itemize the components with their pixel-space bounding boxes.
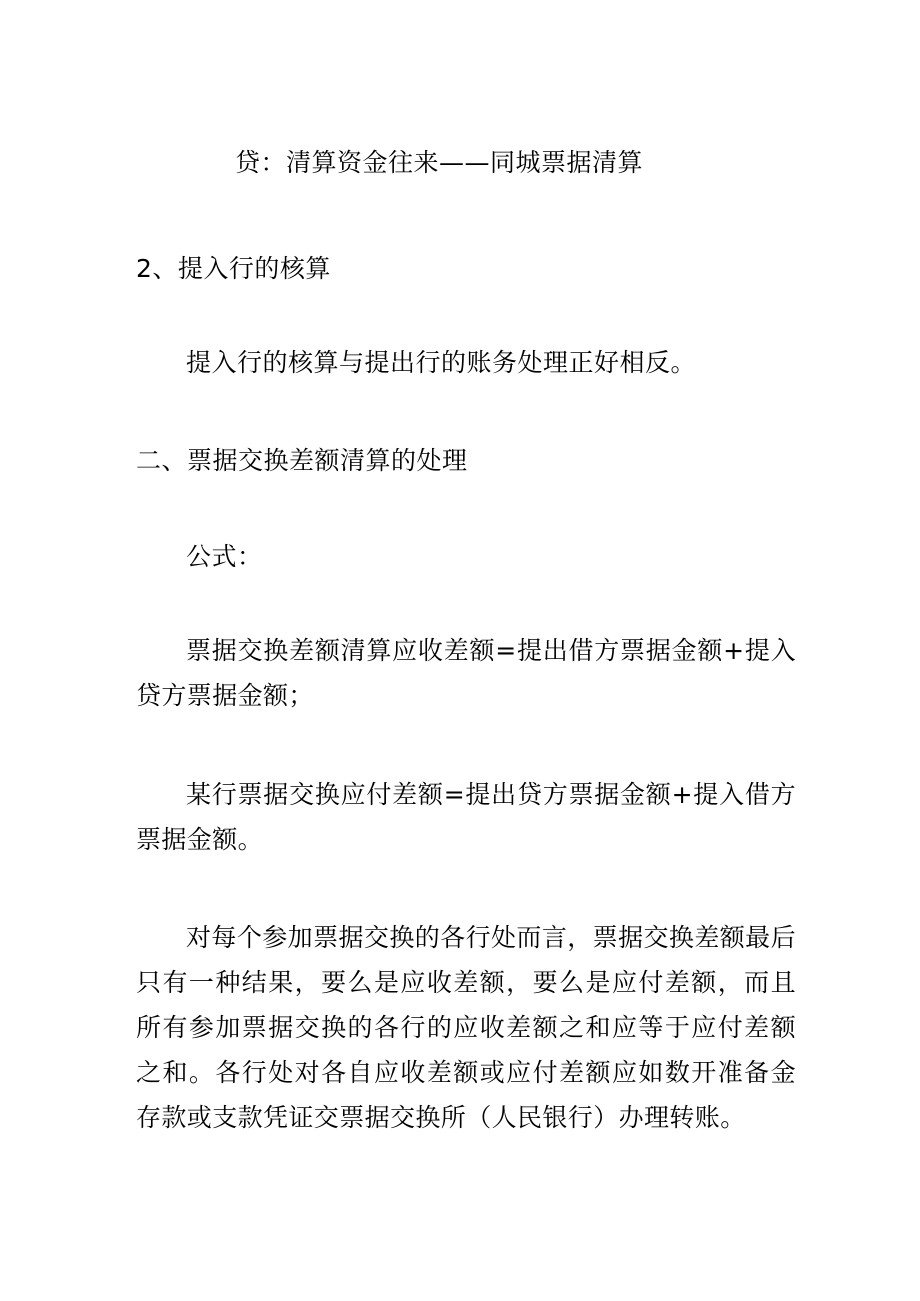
section-2-text: 提入行的核算与提出行的账务处理正好相反。 (186, 348, 697, 377)
formula-receivable-paragraph: 票据交换差额清算应收差额=提出借方票据金额+提入贷方票据金额； (136, 636, 796, 710)
section-2-heading: 2、提入行的核算 (136, 254, 331, 283)
explanation-paragraph: 对每个参加票据交换的各行处而言，票据交换差额最后只有一种结果，要么是应收差额，要么是应付差额，而且所有参加票据交换的各行的应收差额之和应等于应付差额之和。各行处对各自应收差额或应付差额应如数开准备金存款或支款凭证交票据交换所（人民银行）办理转账。 (136, 923, 796, 1132)
part-2-heading: 二、票据交换差额清算的处理 (136, 446, 468, 475)
formula-payable-paragraph: 某行票据交换应付差额=提出贷方票据金额+提入借方票据金额。 (136, 780, 796, 854)
formula-label: 公式： (186, 542, 263, 571)
credit-entry-line: 贷：清算资金往来——同城票据清算 (235, 148, 644, 177)
